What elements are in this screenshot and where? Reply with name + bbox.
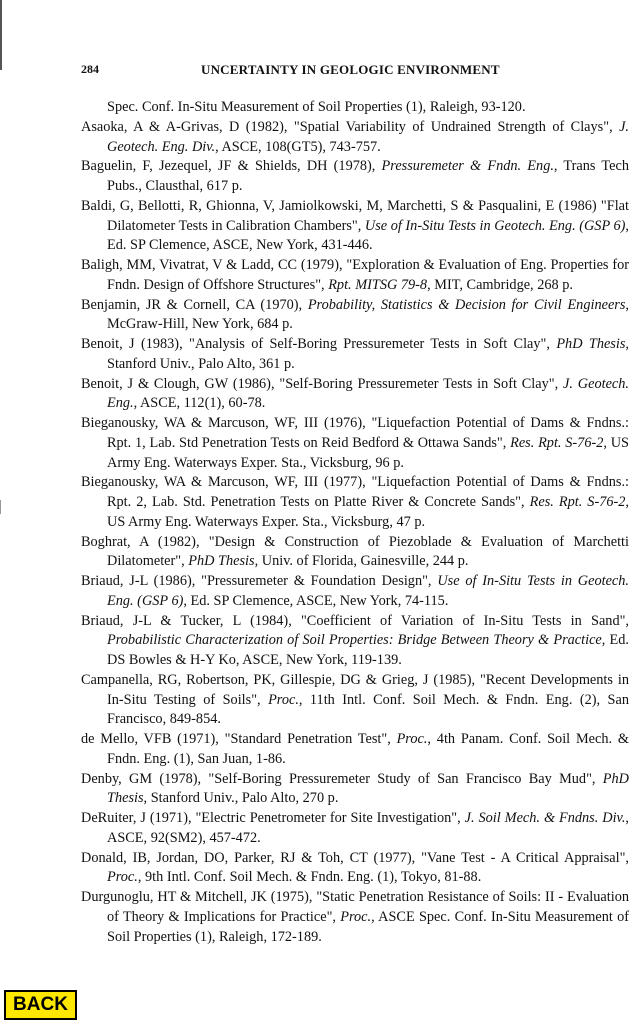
reference-italic-text: PhD Thesis: [188, 553, 255, 570]
reference-italic-text: J. Geotech. Eng. Div.: [107, 118, 629, 155]
reference-entry: [81, 335, 629, 375]
reference-text: Spec. Conf. In-Situ Measurement of Soil Properties (1), Raleigh, 93-120.: [107, 99, 526, 115]
reference-text: , US Army Eng. Waterways Exper. Sta., Vicksburg, 96 p.: [107, 434, 629, 471]
reference-entry: [81, 809, 629, 849]
reference-text: , ASCE, 92(SM2), 457-472.: [107, 810, 629, 846]
reference-italic-text: Proc.: [340, 908, 372, 925]
reference-italic-text: PhD Thesis: [107, 770, 629, 807]
reference-italic-text: Use of In-Situ Tests in Geotech. Eng. (GSP 6): [364, 217, 626, 234]
reference-entry: [81, 118, 629, 158]
reference-text: Briaud, J-L & Tucker, L (1984), "Coefficient of Variation of In-Situ Tests in Sand",: [81, 612, 629, 629]
reference-italic-text: Probabilistic Characterization of Soil Properties: Bridge Between Theory & Practice: [107, 632, 602, 649]
reference-entry: [81, 157, 629, 197]
reference-text: , Univ. of Florida, Gainesville, 244 p.: [254, 553, 469, 570]
reference-text: , Ed. DS Bowles & H-Y Ko, ASCE, New York, 119-139.: [107, 632, 629, 668]
reference-italic-text: Proc.: [396, 731, 428, 747]
reference-italic-text: Probability, Statistics & Decision for Civil Engineers: [307, 296, 626, 313]
reference-text: , MIT, Cambridge, 268 p.: [427, 276, 573, 293]
reference-text: Bieganousky, WA & Marcuson, WF, III (1977), "Liquefaction Potential of Dams & Fndns.: Rpt. 2, Lab. Std. Penetration Tests on Platte River & Concrete Sands",: [81, 474, 629, 510]
reference-italic-text: Rpt. MITSG 79-8: [328, 276, 428, 293]
reference-text: , Stanford Univ., Palo Alto, 361 p.: [107, 336, 629, 372]
reference-text: DeRuiter, J (1971), "Electric Penetrometer for Site Investigation",: [81, 810, 465, 826]
reference-text: Baldi, G, Bellotti, R, Ghionna, V, Jamiolkowski, M, Marchetti, S & Pasqualini, E (1986) "Flat Dilatometer Tests in Calibration Chambers",: [81, 197, 629, 234]
reference-text: , ASCE Spec. Conf. In-Situ Measurement of Soil Properties (1), Raleigh, 172-189.: [107, 908, 629, 945]
reference-text: , 11th Intl. Conf. Soil Mech. & Fndn. Eng. (2), San Francisco, 849-854.: [107, 691, 629, 728]
reference-entry: [81, 849, 629, 889]
reference-text: , 4th Panam. Conf. Soil Mech. & Fndn. Eng. (1), San Juan, 1-86.: [107, 731, 629, 767]
reference-text: Baligh, MM, Vivatrat, V & Ladd, CC (1979), "Exploration & Evaluation of Eng. Properties for Fndn. Design of Offshore Structures",: [81, 257, 629, 293]
reference-text: Benoit, J & Clough, GW (1986), "Self-Boring Pressuremeter Tests in Soft Clay",: [81, 375, 564, 392]
reference-text: , US Army Eng. Waterways Exper. Sta., Vicksburg, 47 p.: [107, 494, 629, 530]
reference-entry: [81, 473, 629, 532]
reference-text: Denby, GM (1978), "Self-Boring Pressuremeter Study of San Francisco Bay Mud",: [81, 770, 603, 787]
scan-edge-mark: [0, 500, 1, 514]
page-header: [81, 62, 618, 82]
page-number: 284: [81, 62, 99, 76]
reference-entry: [81, 730, 629, 770]
reference-italic-text: J. Geotech. Eng.: [107, 375, 629, 412]
reference-italic-text: J. Soil Mech. & Fndns. Div.: [464, 810, 626, 826]
scan-edge-mark: [0, 0, 2, 70]
reference-text: , McGraw-Hill, New York, 684 p.: [107, 296, 629, 333]
reference-italic-text: Proc.: [268, 691, 299, 708]
reference-text: de Mello, VFB (1971), "Standard Penetration Test",: [81, 731, 397, 747]
reference-italic-text: Proc.: [107, 869, 138, 886]
reference-entry: [81, 533, 629, 573]
reference-text: Donald, IB, Jordan, DO, Parker, RJ & Toh, CT (1977), "Vane Test - A Critical Appraisal",: [81, 849, 629, 866]
reference-entry: [81, 888, 629, 947]
reference-text: , 9th Intl. Conf. Soil Mech. & Fndn. Eng. (1), Tokyo, 81-88.: [137, 869, 482, 886]
reference-entry: [81, 770, 629, 810]
reference-text: , Ed. SP Clemence, ASCE, New York, 74-115.: [183, 592, 449, 609]
reference-entry: [81, 296, 629, 336]
reference-text: Benjamin, JR & Cornell, CA (1970),: [81, 296, 308, 313]
reference-text: Durgunoglu, HT & Mitchell, JK (1975), "Static Penetration Resistance of Soils: II - Evaluation of Theory & Implications for Practice",: [81, 889, 629, 925]
reference-text: Boghrat, A (1982), "Design & Construction of Piezoblade & Evaluation of Marchetti Dilatometer",: [81, 533, 629, 570]
reference-italic-text: Pressuremeter & Fndn. Eng.: [381, 158, 554, 175]
reference-text: Baguelin, F, Jezequel, JF & Shields, DH (1978),: [81, 158, 382, 175]
reference-text: , ASCE, 112(1), 60-78.: [133, 395, 266, 412]
reference-text: Bieganousky, WA & Marcuson, WF, III (1976), "Liquefaction Potential of Dams & Fndns.: Rpt. 1, Lab. Std Penetration Tests on Reid Bedford & Ottawa Sands",: [81, 415, 629, 451]
reference-text: , Trans Tech Pubs., Clausthal, 617 p.: [107, 158, 629, 194]
reference-italic-text: Use of In-Situ Tests in Geotech. Eng. (GSP 6): [107, 573, 629, 609]
reference-italic-text: PhD Thesis: [556, 336, 626, 352]
back-button[interactable]: BACK: [4, 990, 77, 1020]
reference-italic-text: Res. Rpt. S-76-2: [510, 434, 604, 451]
reference-entry: [81, 572, 629, 612]
reference-text: Briaud, J-L (1986), "Pressuremeter & Foundation Design",: [81, 573, 438, 589]
reference-entry: [81, 671, 629, 730]
reference-entry: [81, 197, 629, 256]
reference-entry: [81, 98, 629, 118]
reference-text: Benoit, J (1983), "Analysis of Self-Boring Pressuremeter Tests in Soft Clay",: [81, 336, 557, 352]
reference-entry: [81, 256, 629, 296]
reference-entry: [81, 612, 629, 671]
reference-italic-text: Res. Rpt. S-76-2: [529, 494, 626, 510]
reference-entry: [81, 414, 629, 473]
reference-text: , Ed. SP Clemence, ASCE, New York, 431-446.: [107, 217, 629, 254]
reference-text: Campanella, RG, Robertson, PK, Gillespie, DG & Grieg, J (1985), "Recent Developments in In-Situ Testing of Soils",: [81, 671, 629, 708]
reference-list: [81, 98, 629, 947]
reference-text: , Stanford Univ., Palo Alto, 270 p.: [143, 790, 339, 807]
reference-text: Asaoka, A & A-Grivas, D (1982), "Spatial Variability of Undrained Strength of Clays",: [81, 118, 620, 135]
reference-entry: [81, 375, 629, 415]
reference-text: , ASCE, 108(GT5), 743-757.: [215, 138, 381, 155]
running-title: UNCERTAINTY IN GEOLOGIC ENVIRONMENT: [201, 62, 500, 77]
